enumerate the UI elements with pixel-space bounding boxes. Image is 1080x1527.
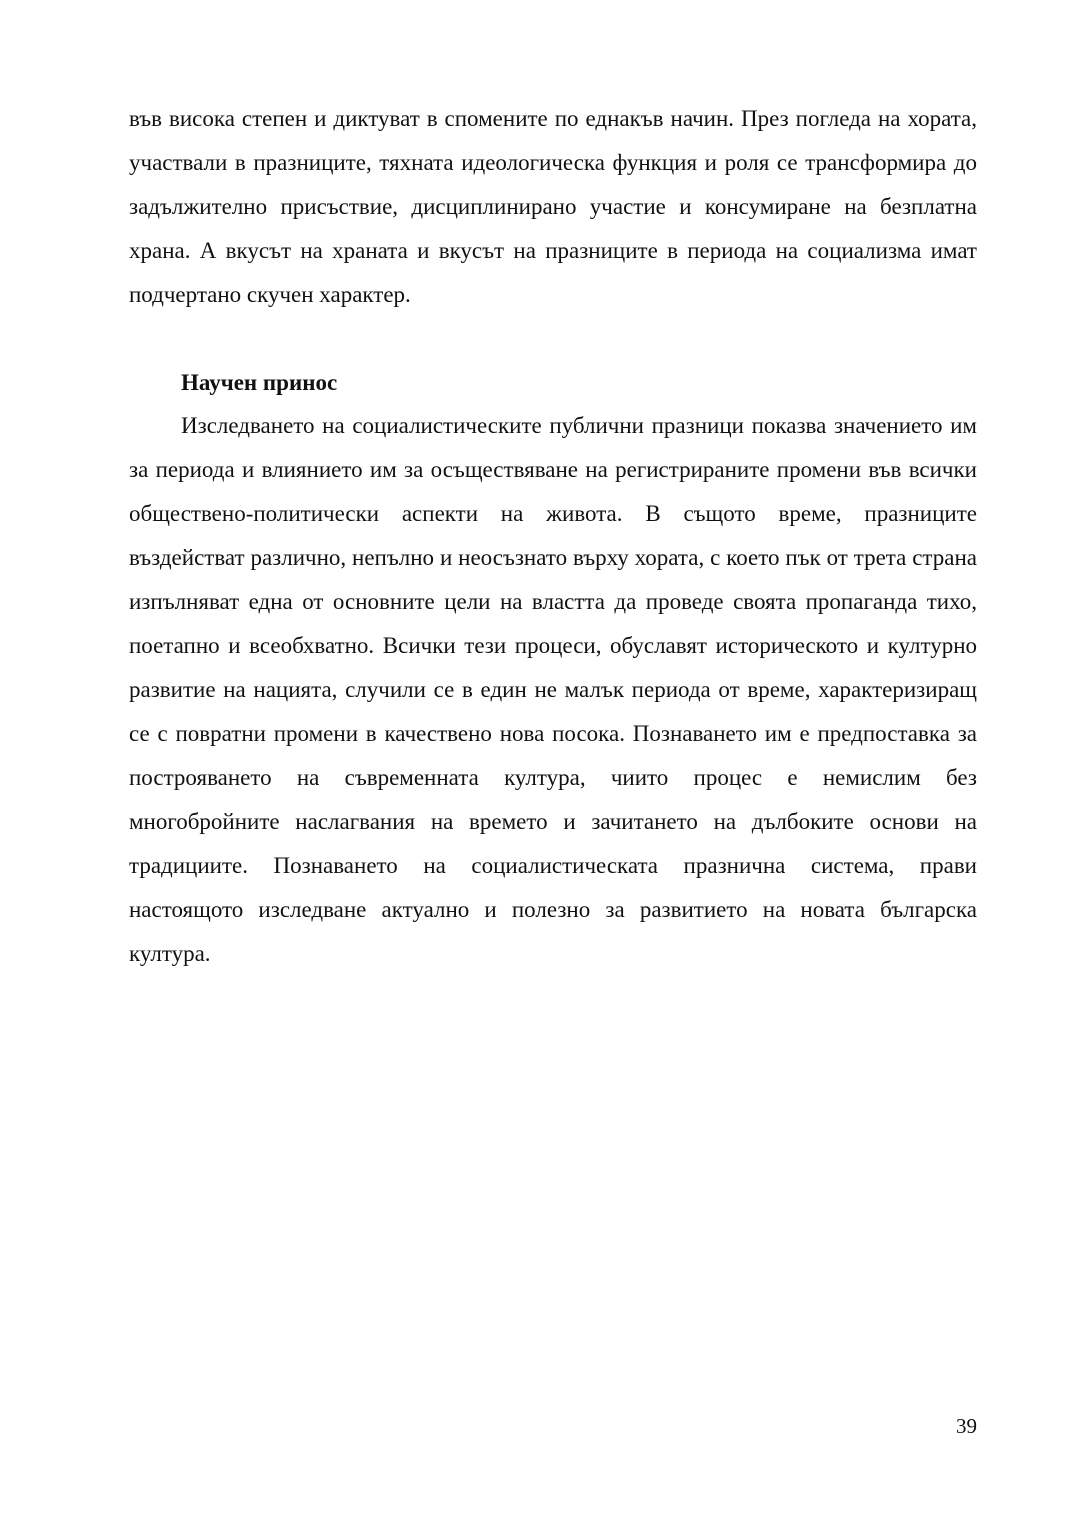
page-number: 39 [956, 1414, 977, 1438]
body-paragraph-intro: във висока степен и диктуват в спомените по еднакъв начин. През погледа на хората, участвали в празниците, тяхната идеологическа функция и роля се трансформира до задължително присъствие, дисциплинирано участие и консумиране на безплатна храна. А вкусът на храната и вкусът на празниците в периода на социализма имат подчертано скучен характер. [129, 106, 977, 307]
section-heading: Научен принос [181, 370, 338, 395]
body-paragraph-contribution: Изследването на социалистическите публични празници показва значението им за периода и влиянието им за осъществяване на регистрираните промени във всички обществено-политически аспекти на живота. В същото време, празниците въздействат различно, непълно и неосъзнато върху хората, с което пък от трета страна изпълняват една от основните цели на властта да проведе своята пропаганда тихо, поетапно и всеобхватно. Всички тези процеси, обуславят историческото и културно развитие на нацията, случили се в един не малък периода от време, характеризиращ се с повратни промени в качествено нова посока. Познаването им е предпоставка за построяването на съвременната култура, чиито процес е немислим без многобройните наслагвания на времето и зачитането на дълбоките основи на традициите. Познаването на социалистическата празнична система, прави настоящото изследване актуално и полезно за развитието на новата българска култура. [129, 413, 977, 966]
